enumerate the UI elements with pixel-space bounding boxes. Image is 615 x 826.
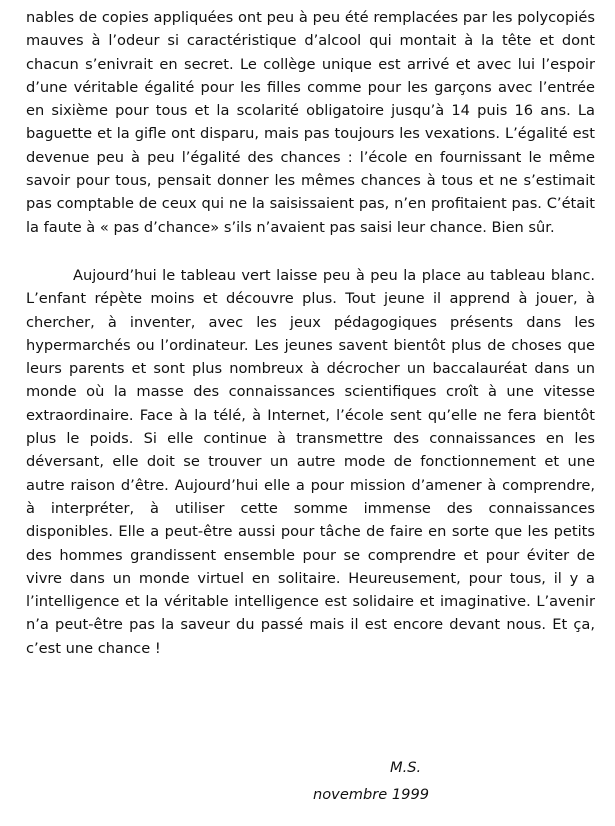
signature-initials: M.S. bbox=[390, 759, 422, 776]
signature-date: novembre 1999 bbox=[313, 786, 430, 803]
paragraph-1: nables de copies appliquées ont peu à peu été remplacées par les polycopiés mauves à l’odeur si caractéristique d’alcool qui montait à la tête et dont chacun s’enivrait en secret. Le collège unique est arrivé et avec lui l’espoir d’une véritable égalité pour les filles comme pour les garçons avec l’entrée en sixième pour tous et la scolarité obligatoire jusqu’à 14 puis 16 ans. La baguette et la gifle ont disparu, mais pas toujours les vexations. L’égalité est devenue peu à peu l’égalité des chances : l’école en fournissant le même savoir pour tous, pensait donner les mêmes chances à tous et ne s’estimait pas comptable de ceux qui ne la saisissaient pas, n’en profitaient pas. C’était la faute à « pas d’chance» s’ils n’avaient pas saisi leur chance. Bien sûr. bbox=[26, 9, 595, 236]
paragraph-2: Aujourd’hui le tableau vert laisse peu à peu la place au tableau blanc. L’enfant répète moins et découvre plus. Tout jeune il apprend à jouer, à chercher, à inventer, avec les jeux pédagogiques présents dans les hypermarchés ou l’ordinateur. Les jeunes savent bientôt plus de choses que leurs parents et sont plus nombreux à décrocher un baccalauréat dans un monde où la masse des connaissances scientifiques croît à une vitesse extraordinaire. Face à la télé, à Internet, l’école sent qu’elle ne fera bientôt plus le poids. Si elle continue à transmettre des connaissances en les déversant, elle doit se trouver un autre mode de fonctionnement et une autre raison d’être. Aujourd’hui elle a pour mission d’amener à comprendre, à interpréter, à utiliser cette somme immense des connaissances disponibles. Elle a peut-être aussi pour tâche de faire en sorte que les petits des hommes grandissent ensemble pour se comprendre et pour éviter de vivre dans un monde virtuel en solitaire. Heureusement, pour tous, il y a l’intelligence et la véritable intelligence est solidaire et imaginative. L’avenir n’a peut-être pas la saveur du passé mais il est encore devant nous. Et ça, c’est une chance ! bbox=[26, 266, 595, 657]
document-body bbox=[26, 0, 595, 660]
